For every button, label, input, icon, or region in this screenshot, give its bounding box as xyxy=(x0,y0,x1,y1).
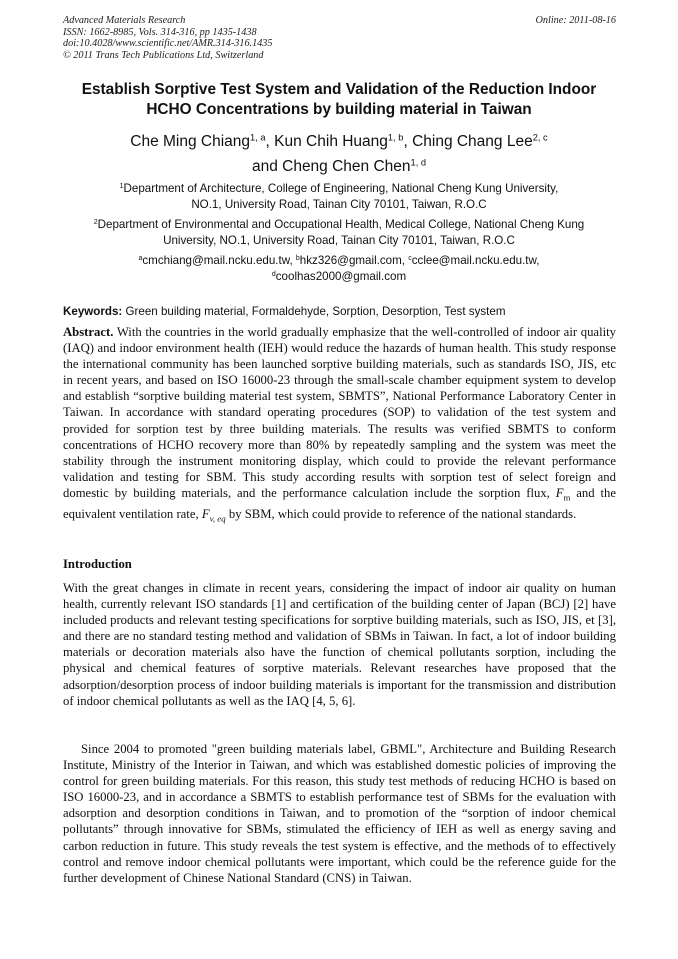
author-separator: , xyxy=(403,133,413,150)
affiliation-2 xyxy=(45,217,633,249)
email-c: cclee@mail.ncku.edu.tw, xyxy=(411,254,540,267)
author-separator: , xyxy=(265,133,275,150)
email-a: cmchiang@mail.ncku.edu.tw, xyxy=(142,254,296,267)
author-1-affil: 1, a xyxy=(250,132,266,143)
email-line-1 xyxy=(45,253,633,269)
email-c-marker: c xyxy=(408,254,412,262)
introduction-paragraph-2: Since 2004 to promoted "green building materials label, GBML", Architecture and Building Research Institute, Ministry of the Interior in Taiwan, and which was established domestic policies of improving the control for green building materials. For this reason, this study test methods of reducing HCHO is based on ISO 16000-23, and in accordance a SBMTS to establish performance test of SBMs for the evaluation with adsorption and desorption conditions in Taiwan, and to promotion of the “sorption of indoor chemical pollutants” through innovative for SBMs, stimulated the efficiency of IEH as well as energy saving and carbon reduction in future. This study reveals the test system is effective, and the methods of to effectively control and remove indoor chemical pollutants were important, which could be the reference guide for the further development of Chinese National Standard (CNS) in Taiwan. xyxy=(63,742,616,885)
introduction-heading: Introduction xyxy=(63,557,132,571)
email-d: coolhas2000@gmail.com xyxy=(275,270,407,283)
symbol-fm-sub: m xyxy=(563,492,571,503)
affiliation-2-marker: 2 xyxy=(93,218,98,226)
keywords-text: Green building material, Formaldehyde, Sorption, Desorption, Test system xyxy=(122,305,506,318)
author-line-2 xyxy=(30,154,648,179)
abstract-label: Abstract. xyxy=(63,325,114,339)
author-2: Kun Chih Huang xyxy=(274,133,388,150)
online-date: Online: 2011-08-16 xyxy=(535,15,616,26)
keywords xyxy=(63,304,616,320)
email-a-marker: a xyxy=(138,254,143,262)
symbol-fm: F xyxy=(555,485,564,500)
title-line-1: Establish Sorptive Test System and Validation of the Reduction Indoor xyxy=(81,81,597,98)
abstract-text-2: and the equivalent ventilation rate, xyxy=(63,485,616,521)
abstract xyxy=(63,324,616,526)
abstract-text-1: With the countries in the world gradually emphasize that the well-controlled of indoor air quality (IAQ) and indoor environment health (IEH) would reduce the hazards of human health. This study response the international community has been launched sorptive building materials, such as standards ISO, JIS, etc in recent years, and based on ISO 16000-23 through the small-scale chamber equipment system to develop and establish “sorptive building material test system, SBMTS”, National Performance Laboratory Center in Taiwan. In accordance with standard operating procedures (SOP) to validation of the test system and provided for sorption test by three building materials. The results was verified SBMTS to conform concentrations of HCHO recovery more than 80% by repeatedly sampling and the system was meet the stability through the instrument monitoring display, which could to provide the relevant performance validation and testing for SBM. This study according results with sorption test of select foreign and domestic by building materials, and the performance calculation include the sorption flux, xyxy=(63,325,616,500)
affiliation-1-text-2: NO.1, University Road, Tainan City 70101, Taiwan, R.O.C xyxy=(191,198,487,211)
introduction-paragraph-1: With the great changes in climate in recent years, considering the impact of indoor air quality on human health, currently relevant ISO standards [1] and certification of the building center of Japan (BCJ) [2] have included products and relevant testing specifications for sorptive building materials, such as ISO, JIS, et [3], and there are no standard testing method and validation of SBMs in Taiwan. In fact, a lot of indoor building materials or decoration materials also have the function of chemical pollutants sorption, including the physical and chemical features of sorptive materials. Relevant researches have proposed that the adsorption/desorption process of indoor building materials is important for the transmission and distribution of indoor chemical pollutants as well as the IAQ [4, 5, 6]. xyxy=(63,581,616,708)
affiliation-1-line-1 xyxy=(45,181,633,197)
issn-line: ISSN: 1662-8985, Vols. 314-316, pp 1435-1438 xyxy=(63,26,257,38)
author-4-affil: 1, d xyxy=(410,157,427,168)
affiliation-1-text-1: Department of Architecture, College of Engineering, National Cheng Kung University, xyxy=(123,182,559,195)
affiliation-2-text-2: University, NO.1, University Road, Tainan City 70101, Taiwan, R.O.C xyxy=(163,234,515,247)
email-d-marker: d xyxy=(271,270,276,278)
doi-line: doi:10.4028/www.scientific.net/AMR.314-316.1435 xyxy=(63,38,273,50)
author-2-affil: 1, b xyxy=(387,132,404,143)
journal-name: Advanced Materials Research xyxy=(63,15,186,26)
copyright-line: © 2011 Trans Tech Publications Ltd, Switzerland xyxy=(63,49,264,61)
abstract-text-3: by SBM, which could provide to reference of the national standards. xyxy=(225,506,577,521)
journal-header xyxy=(63,15,616,61)
author-1: Che Ming Chiang xyxy=(130,133,251,150)
author-list xyxy=(30,129,648,179)
email-b: hkz326@gmail.com, xyxy=(299,254,409,267)
email-line-2 xyxy=(45,269,633,285)
affiliation-2-line-1 xyxy=(45,217,633,233)
author-3: Ching Chang Lee xyxy=(412,133,533,150)
symbol-fveq-sub: v, eq xyxy=(209,513,226,524)
affiliation-1-marker: 1 xyxy=(119,182,124,190)
author-3-affil: 2, c xyxy=(532,132,548,143)
author-and: and xyxy=(251,158,283,175)
author-line-1 xyxy=(30,129,648,154)
author-emails xyxy=(45,253,633,285)
title-line-2: HCHO Concentrations by building material in Taiwan xyxy=(146,101,532,118)
keywords-label: Keywords: xyxy=(63,305,123,318)
affiliation-1 xyxy=(45,181,633,213)
author-4: Cheng Chen Chen xyxy=(282,158,411,175)
email-b-marker: b xyxy=(295,254,300,262)
symbol-fveq: F xyxy=(201,506,210,521)
paper-title xyxy=(40,80,638,120)
affiliation-2-text-1: Department of Environmental and Occupational Health, Medical College, National Cheng Kung xyxy=(97,218,585,231)
